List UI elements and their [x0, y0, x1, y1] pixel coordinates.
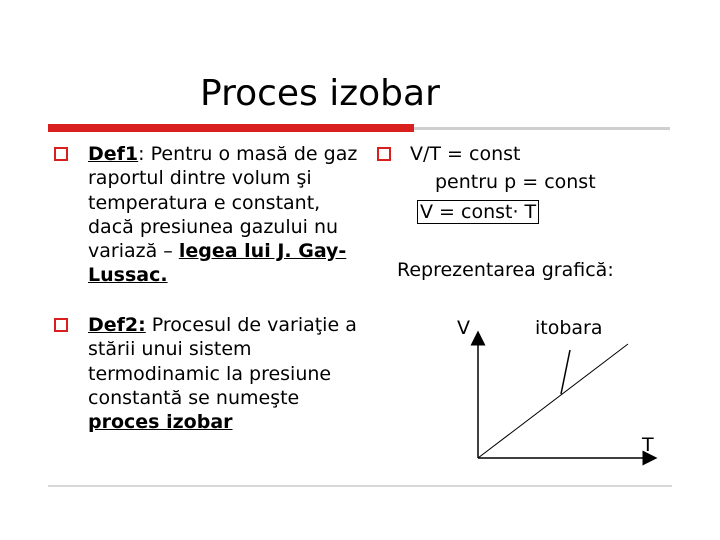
formula: V/T = const: [410, 143, 521, 165]
y-axis-label: V: [457, 317, 470, 339]
curve-label: itobara: [535, 317, 603, 339]
curve-label-pointer: [561, 350, 570, 394]
page-title: Proces izobar: [200, 73, 440, 114]
def1-text: Pentru o masă de gaz raportul dintre volum şi temperatura e constant, dacă presiunea gazului nu variază –: [88, 143, 358, 263]
graph-heading: Reprezentarea grafică:: [397, 259, 614, 281]
def2-label: Def2:: [88, 314, 146, 336]
relation-box: V = const· T: [417, 200, 539, 224]
bottom-rule: [48, 485, 672, 487]
condition: pentru p = const: [435, 171, 596, 193]
isobar-line: [478, 344, 628, 458]
x-axis-label: T: [642, 434, 654, 456]
law-name: legea lui J. Gay-Lussac.: [88, 240, 347, 287]
def2-text: Procesul de variaţie a stării unui sistem termodinamic la presiune constantă se numeşte: [88, 314, 357, 409]
def1-colon: :: [138, 143, 151, 165]
term-proces-izobar: proces izobar: [88, 411, 233, 434]
def1-label: Def1: [88, 143, 139, 165]
